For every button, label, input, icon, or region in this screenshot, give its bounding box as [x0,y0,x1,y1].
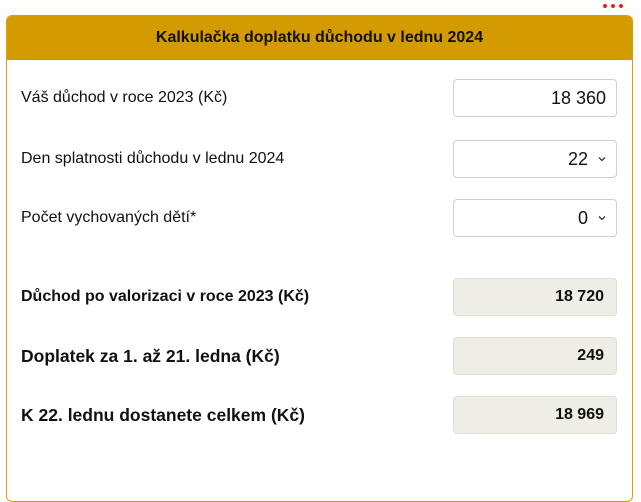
total-value: 18 969 [453,396,617,434]
pension-input[interactable] [453,79,617,117]
chevron-down-icon [598,155,606,163]
chevron-down-icon [598,214,606,222]
valorized-row [7,272,632,322]
calculator-title: Kalkulačka doplatku důchodu v lednu 2024 [7,16,632,60]
valorized-value: 18 720 [453,278,617,316]
due-day-label: Den splatnosti důchodu v lednu 2024 [21,150,285,167]
pension-row [7,73,632,123]
menu-dot [603,4,607,8]
total-label: K 22. lednu dostanete celkem (Kč) [21,404,305,425]
due-day-value: 22 [567,148,588,169]
calculator-card [6,15,633,502]
supplement-label: Doplatek za 1. až 21. ledna (Kč) [21,345,280,366]
valorized-label: Důchod po valorizaci v roce 2023 (Kč) [21,288,310,305]
due-day-select[interactable] [453,140,617,178]
supplement-value: 249 [453,337,617,375]
more-options-icon[interactable] [599,3,627,9]
menu-dot [611,4,615,8]
children-label: Počet vychovaných dětí* [21,209,197,226]
pension-label: Váš důchod v roce 2023 (Kč) [21,89,228,106]
menu-dot [619,4,623,8]
supplement-row [7,331,632,381]
children-row [7,193,632,243]
due-day-row [7,134,632,184]
children-value: 0 [577,207,588,228]
children-select[interactable] [453,199,617,237]
total-row [7,390,632,440]
